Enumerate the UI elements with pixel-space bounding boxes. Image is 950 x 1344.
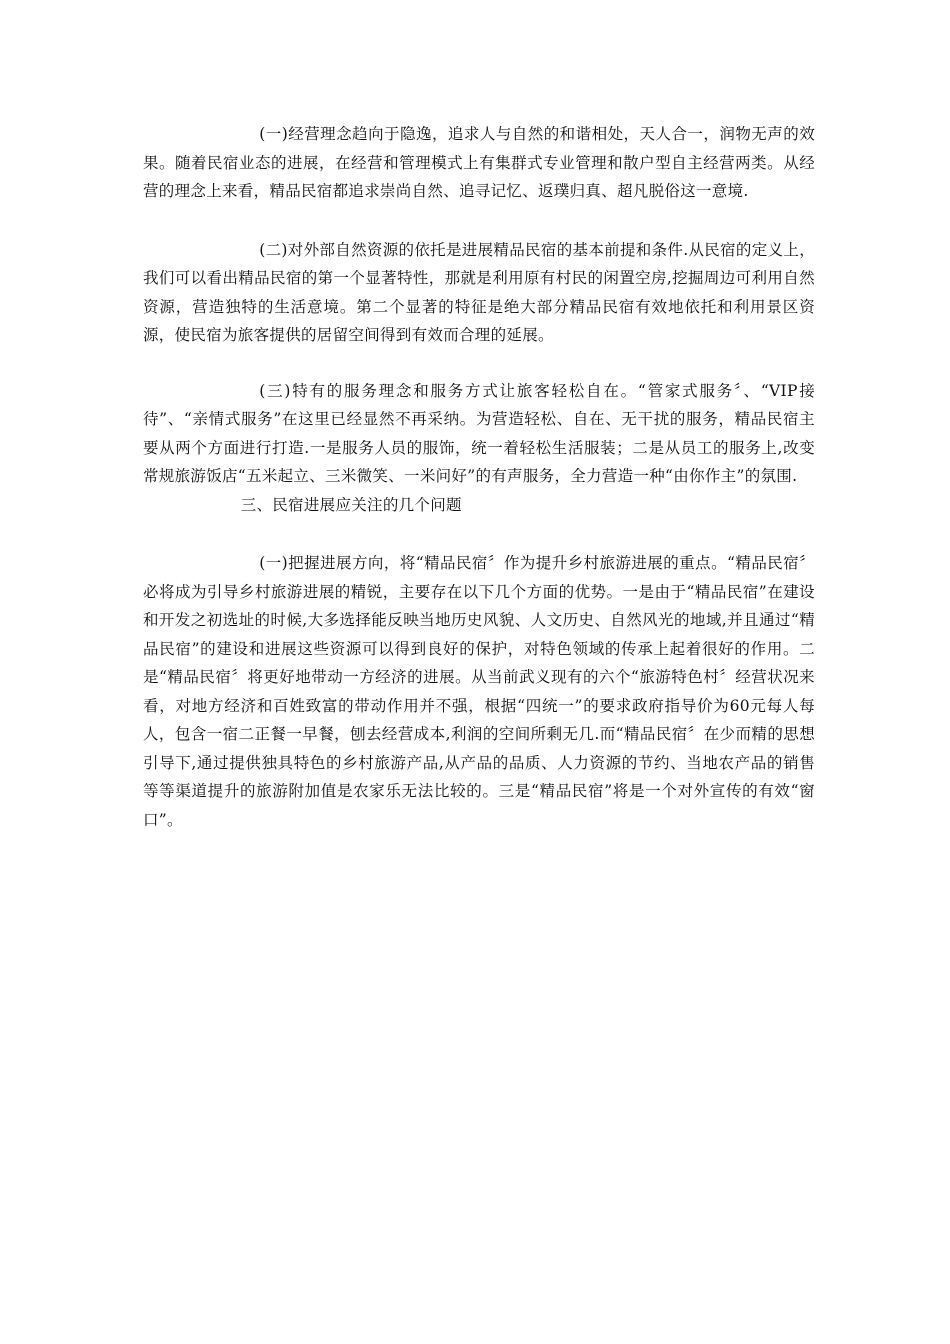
paragraph-development-direction: (一)把握进展方向，将“精品民宿〞作为提升乡村旅游进展的重点。“精品民宿〞必将成为引导乡村旅游进展的精锐，主要存在以下几个方面的优势。一是由于“精品民宿”在建设和开发之初选址的时候,大多选择能反映当地历史风貌、人文历史、自然风光的地域,并且通过“精品民宿”的建设和进展这些资源可以得到良好的保护，对特色领域的传承上起着很好的作用。二是“精品民宿〞将更好地带动一方经济的进展。从当前武义现有的六个“旅游特色村〞经营状况来看，对地方经济和百姓致富的带动作用并不强，根据“四统一”的要求政府指导价为60元每人每人，包含一宿二正餐一早餐，刨去经营成本,利润的空间所剩无几.而“精品民宿〞在少而精的思想引导下,通过提供独具特色的乡村旅游产品,从产品的品质、人力资源的节约、当地农产品的销售等等渠道提升的旅游附加值是农家乐无法比较的。三是“精品民宿”将是一个对外宣传的有效“窗口”。	[143, 554, 815, 829]
paragraph-operating-philosophy: (一)经营理念趋向于隐逸，追求人与自然的和谐相处，天人合一，润物无声的效果。随着民宿业态的进展，在经营和管理模式上有集群式专业管理和散户型自主经营两类。从经营的理念上来看，精品民宿都追求崇尚自然、追寻记忆、返璞归真、超凡脱俗这一意境.	[143, 125, 815, 200]
section-heading: 三、民宿进展应关注的几个问题	[240, 495, 462, 514]
paragraph-natural-resources: (二)对外部自然资源的依托是进展精品民宿的基本前提和条件.从民宿的定义上，我们可以看出精品民宿的第一个显著特性，那就是利用原有村民的闲置空房,挖掘周边可利用自然资源，营造独特的生活意境。第二个显著的特征是绝大部分精品民宿有效地依托和利用景区资源，使民宿为旅客提供的居留空间得到有效而合理的延展。	[143, 240, 815, 344]
document-body	[143, 120, 815, 834]
paragraph-service-concept: (三)特有的服务理念和服务方式让旅客轻松自在。“管家式服务〞、“VIP接待”、“亲情式服务”在这里已经显然不再采纳。为营造轻松、自在、无干扰的服务，精品民宿主要从两个方面进行打造.一是服务人员的服饰，统一着轻松生活服装；二是从员工的服务上,改变常规旅游饭店“五米起立、三米微笑、一米问好”的有声服务，全力营造一种“由你作主”的氛围.	[143, 381, 815, 485]
